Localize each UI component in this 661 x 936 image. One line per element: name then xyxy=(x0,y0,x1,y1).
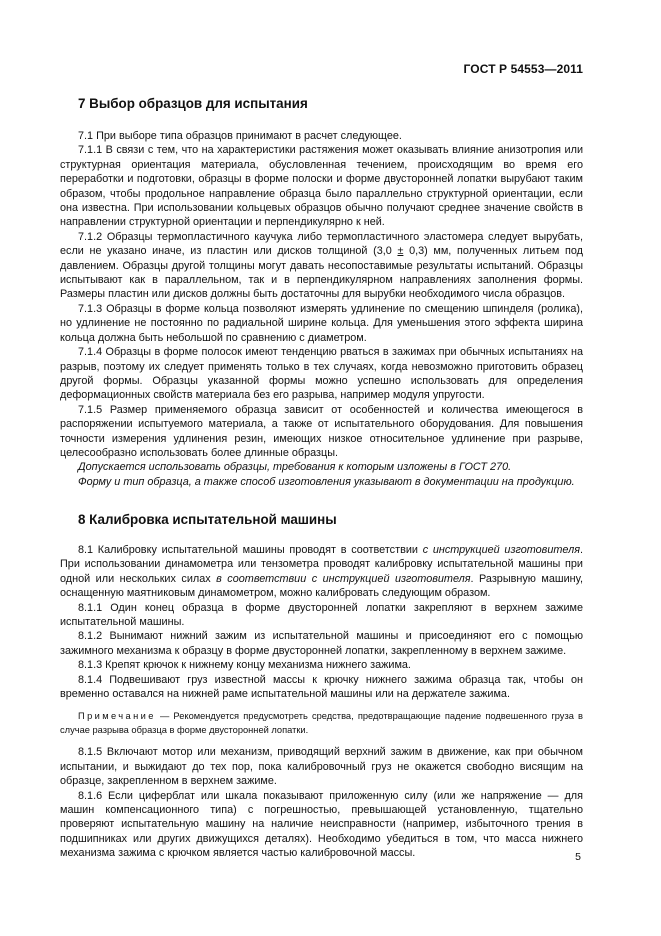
paragraph-7-1-1: 7.1.1 В связи с тем, что на характеристики растяжения может оказывать влияние анизотропия или структурная ориентация материала, обусловленная течением, происходящим во время его переработки и подготовки, образцы в форме полоски и форме двусторонней лопатки вырубают таким образом, чтобы продольное направление образца было параллельно структурной ориентации, если она известна. При использовании кольцевых образцов обычно получают среднее значение свойств в направлении структурной ориентации и перпендикулярно к ней. xyxy=(60,144,583,229)
plus-minus-sign: ± xyxy=(397,245,404,258)
paragraph-7-1-4: 7.1.4 Образцы в форме полосок имеют тенденцию рваться в зажимах при обычных испытаниях на разрыв, поэтому их следует применять только в тех случаях, когда невозможно приготовить образец другой формы. Образцы указанной формы можно успешно использовать для определения деформационных свойств материала без его разрыва, например модуля упругости. xyxy=(60,346,583,402)
paragraph-7-product-docs: Форму и тип образца, а также способ изготовления указывают в документации на продукцию. xyxy=(78,475,575,488)
paragraph-7-1-3: 7.1.3 Образцы в форме кольца позволяют измерять удлинение по смещению шпинделя (ролика), но удлинение не постоянно по радиальной ширине кольца. Для уменьшения этого эффекта ширина кольца должна быть небольшой по сравнению с диаметром. xyxy=(60,302,583,344)
section-8-title: 8 Калибровка испытательной машины xyxy=(78,512,337,527)
paragraph-8-1-6: 8.1.6 Если циферблат или шкала показывают приложенную силу (или же напряжение — для машин компенсационного типа) с погрешностью, превышающей установленную, тщательно проверяют испытательную машину на наличие неисправности (например, избыточного трения в подшипниках или других движущихся деталях). Необходимо убедиться в том, что масса нижнего механизма зажима с крючком является частью калибровочной массы. xyxy=(60,789,583,860)
document-number: ГОСТ Р 54553—2011 xyxy=(463,62,583,76)
note: Примечание — Рекомендуется предусмотреть средства, предотвращающие падение подвешенного груза в случае разрыва образца в форме двусторонней лопатки. xyxy=(60,711,583,735)
paragraph-8-1-5: 8.1.5 Включают мотор или механизм, приводящий верхний зажим в движение, как при обычном испытании, и выжидают до тех пор, пока калибровочный груз не окажется свободно висящим на образце, закрепленном в верхнем зажиме. xyxy=(60,746,583,788)
paragraph-7-1: 7.1 При выборе типа образцов принимают в расчет следующее. xyxy=(78,130,402,142)
paragraph-8-1-4: 8.1.4 Подвешивают груз известной массы к крючку нижнего зажима образца так, чтобы он временно оставался на нижней раме испытательной машины или на держателе зажима. xyxy=(60,673,583,701)
paragraph-8-1-1: 8.1.1 Один конец образца в форме двусторонней лопатки закрепляют в верхнем зажиме испытательной машины. xyxy=(60,601,583,629)
paragraph-8-1-2: 8.1.2 Вынимают нижний зажим из испытательной машины и присоединяют его с помощью зажимного механизма к образцу в форме двусторонней лопатки, закрепленному в верхнем зажиме. xyxy=(60,630,583,657)
section-7-title: 7 Выбор образцов для испытания xyxy=(78,96,308,111)
paragraph-7-gost-reference: Допускается использовать образцы, требования к которым изложены в ГОСТ 270. xyxy=(78,461,512,474)
paragraph-7-1-5: 7.1.5 Размер применяемого образца зависит от особенностей и количества имеющегося в распоряжении испытуемого материала, а также от испытательного оборудования. Для повышения точности измерения удлинения резин, имеющих низкое относительное удлинение при разрыве, целесообразно использовать более длинные образцы. xyxy=(60,403,583,459)
paragraph-7-1-2: 7.1.2 Образцы термопластичного каучука либо термопластичного эластомера следует вырубать, если не указано иначе, из пластин или дисков толщиной (3,0 ± 0,3) мм, полученных литьем под давлением. Образцы другой толщины могут давать несопоставимые результаты испытаний. Образцы испытывают как в параллельном, так и в перпендикулярном направлениях заполнения формы. Размеры пластин или дисков должны быть достаточны для вырубки необходимого числа образцов. xyxy=(60,230,583,301)
section-7 xyxy=(60,96,583,489)
paragraph-8-1-3: 8.1.3 Крепят крючок к нижнему концу механизма нижнего зажима. xyxy=(78,659,411,672)
paragraph-8-1: 8.1 Калибровку испытательной машины проводят в соответствии с инструкцией изготовителя. При использовании динамометра или тензометра проводят калибровку испытательной машины при одной или нескольких силах в соответствии с инструкцией изготовителя. Разрывную машину, оснащенную маятниковым динамометром, можно калибровать следующим образом. xyxy=(60,544,583,600)
page-number: 5 xyxy=(575,851,581,863)
section-8 xyxy=(60,512,583,861)
note-label: Примечание xyxy=(78,711,156,722)
